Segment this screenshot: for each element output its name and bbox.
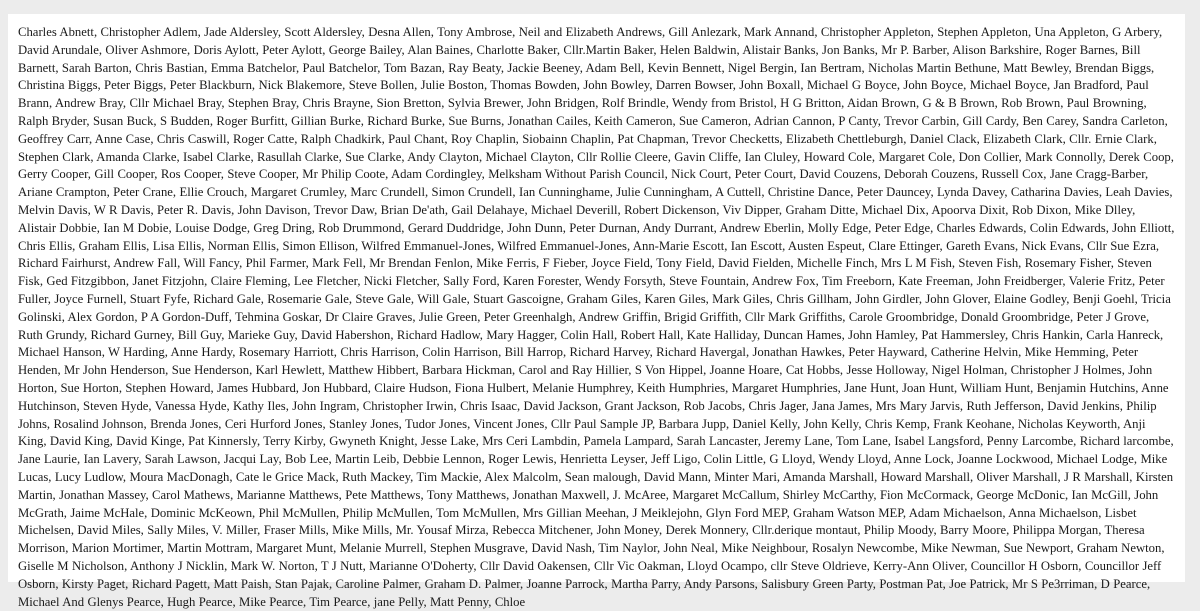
supporter-names-list: Charles Abnett, Christopher Adlem, Jade Aldersley, Scott Aldersley, Desna Allen, Tony Ambrose, Neil and Elizabeth Andrews, Gill Anlezark, Mark Annand, Christopher Appleton, Stephen Appleton, Una Appleton, G Arbery, David Arundale, Oliver Ashmore, Doris Aylott, Peter Aylott, George Bailey, Alan Baines, Charlotte Baker, Cllr.Martin Baker, Helen Baldwin, Alistair Banks, Jon Banks, Mr P. Barber, Alison Barkshire, Roger Barnes, Bill Barnett, Sarah Barton, Chris Bastian, Emma Batchelor, Paul Batchelor, Tom Bazan, Ray Beaty, Jackie Beeney, Adam Bell, Kevin Bennett, Nigel Bergin, Ian Bertram, Nicholas Martin Bethune, Matt Bewley, Brendan Biggs, Christina Biggs, Peter Biggs, Peter Blackburn, Nick Blakemore, Steve Bollen, Julie Boston, Thomas Bowden, John Bowley, Darren Bowser, John Boxall, Michael G Boyce, John Boyce, Michael Boyce, Jan Bradford, Paul Brann, Andrew Bray, Cllr Michael Bray, Stephen Bray, Chris Brayne, Sion Bretton, Sylvia Brewer, John Bridgen, Rolf Brindle, Wendy from Bristol, H G Britton, Aidan Brown, G & B Brown, Rob Brown, Paul Browning, Ralph Bryder, Susan Buck, S Budden, Roger Burfitt, Gillian Burke, Richard Burke, Sue Burns, Jonathan Cailes, Keith Cameron, Sue Cameron, Adrian Cannon, P Canty, Trevor Carbin, Gill Cardy, Ben Carey, Sandra Carleton, Geoffrey Carr, Anne Case, Chris Caswill, Roger Catte, Ralph Chadkirk, Paul Chant, Roy Chaplin, Siobainn Chaplin, Pat Chapman, Trevor Checketts, Elizabeth Chettleburgh, Daniel Clack, Elizabeth Clark, Cllr. Ernie Clark, Stephen Clark, Amanda Clarke, Isabel Clarke, Rasullah Clarke, Sue Clarke, Andy Clayton, Michael Clayton, Cllr Rollie Cleere, Gavin Cliffe, Ian Cluley, Howard Cole, Margaret Cole, Don Collier, Mark Connolly, Derek Coop, Gerry Cooper, Gill Cooper, Ros Cooper, Steve Cooper, Mr Philip Coote, Adam Cordingley, Melksham Without Parish Council, Nick Court, Peter Court, David Couzens, Deborah Couzens, Russell Cox, Jane Cragg-Barber, Ariane Crampton, Peter Crane, Ellie Crouch, Margaret Crumley, Marc Crundell, Simon Crundell, Ian Cunninghame, Julie Cunningham, A Cuttell, Christine Dance, Peter Dauncey, Lynda Davey, Catharina Davies, Leah Davies, Melvin Davis, W R Davis, Peter R. Davis, John Davison, Trevor Daw, Brian De'ath, Gail Delahaye, Michael Deverill, Robert Dickenson, Viv Dipper, Graham Ditte, Michael Dix, Apoorva Dixit, Rob Dixon, Mike Dlley, Alistair Dobbie, Ian M Dobie, Louise Dodge, Greg Dring, Rob Drummond, Gerard Duddridge, John Dunn, Peter Durnan, Andy Durrant, Andrew Eberlin, Molly Edge, Peter Edge, Charles Edwards, Colin Edwards, John Elliott, Chris Ellis, Graham Ellis, Lisa Ellis, Norman Ellis, Simon Ellison, Wilfred Emmanuel-Jones, Wilfred Emmanuel-Jones, Ann-Marie Escott, Ian Escott, Austen Espeut, Clare Ettinger, Gareth Evans, Nick Evans, Cllr Sue Ezra, Richard Fairhurst, Andrew Fall, Will Fancy, Phil Farmer, Mark Fell, Mr Brendan Fenlon, Mike Ferris, F Fieber, Joyce Field, Tony Field, David Fielden, Michelle Finch, Mrs L M Fish, Steven Fish, Rosemary Fisher, Steven Fisk, Ged Fitzgibbon, Janet Fitzjohn, Claire Fleming, Lee Fletcher, Nicki Fletcher, Sally Ford, Karen Forester, Wendy Forsyth, Steve Fountain, Andrew Fox, Tim Freeborn, Kate Freeman, John Freidberger, Valerie Fritz, Peter Fuller, Joyce Furnell, Stuart Fyfe, Richard Gale, Rosemarie Gale, Steve Gale, Will Gale, Stuart Gascoigne, Graham Giles, Karen Giles, Mark Giles, Chris Gillham, John Girdler, John Glover, Elaine Godley, Benji Goehl, Tricia Golinski, Alex Gordon, P A Gordon-Duff, Tehmina Goskar, Dr Claire Graves, Julie Green, Peter Greenhalgh, Andrew Griffin, Brigid Griffith, Cllr Mark Griffiths, Carole Groombridge, Donald Groombridge, Peter J Grove, Ruth Grundy, Richard Gurney, Bill Guy, Marieke Guy, David Habershon, Richard Hadlow, Mary Hagger, Colin Hall, Robert Hall, Kate Halliday, Duncan Hames, John Hamley, Pat Hammersley, Chris Hankin, Carla Hanreck, Michael Hanson, W Harding, Anne Hardy, Rosemary Harriott, Chris Harrison, Colin Harrison, Bill Harrop, Richard Harvey, Richard Havergal, Jonathan Hawkes, Peter Hayward, Catherine Helvin, Mike Hemming, Peter Henden, Mr John Henderson, Sue Henderson, Karl Hewlett, Matthew Hibbert, Barbara Hickman, Carol and Ray Hillier, S Von Hippel, Joanne Hoare, Cat Hobbs, Jesse Holloway, Nigel Holman, Christopher J Holmes, John Horton, Sue Horton, Stephen Howard, James Hubbard, Jon Hubbard, Claire Hudson, Fiona Hulbert, Melanie Humphrey, Keith Humphries, Margaret Humphries, Jane Hunt, Joan Hunt, William Hunt, Benjamin Hutchins, Anne Hutchinson, Steven Hyde, Vanessa Hyde, Kathy Iles, John Ingram, Christopher Irwin, Chris Isaac, David Jackson, Grant Jackson, Rob Jacobs, Chris Jager, Jana James, Mrs Mary Jarvis, Ruth Jefferson, David Jenkins, Philip Johns, Rosalind Johnson, Brenda Jones, Ceri Hurford Jones, Stanley Jones, Tudor Jones, Vincent Jones, Cllr Paul Sample JP, Barbara Jupp, Daniel Kelly, John Kelly, Chris Kemp, Frank Keohane, Nicholas Keyworth, Anji King, David King, David Kinge, Pat Kinnersly, Terry Kirby, Gwyneth Knight, Jesse Lake, Mrs Ceri Lambdin, Pamela Lampard, Sarah Lancaster, Jeremy Lane, Tom Lane, Isabel Langsford, Penny Larcombe, Richard larcombe, Jane Laurie, Ian Lavery, Sarah Lawson, Jacqui Lay, Bob Lee, Martin Leib, Debbie Lennon, Roger Lewis, Henrietta Leyser, Jeff Ligo, Colin Little, G Lloyd, Wendy Lloyd, Anne Lock, Joanne Lockwood, Michael Lodge, Mike Lucas, Lucy Ludlow, Moura MacDonagh, Cate le Grice Mack, Ruth Mackey, Tim Mackie, Alex Malcolm, Sean malough, David Mann, Minter Mari, Amanda Marshall, Howard Marshall, Oliver Marshall, J R Marshall, Kirsten Martin, Jonathan Massey, Carol Mathews, Marianne Matthews, Pete Matthews, Tony Matthews, Jonathan Maxwell, J. McAree, Margaret McCallum, Shirley McCarthy, Fion McCormack, George McDonic, Ian McGill, John McGrath, Jaime McHale, Dominic McKeown, Phil McMullen, Philip McMullen, Tom McMullen, Mrs Gillian Meehan, J Meiklejohn, Glyn Ford MEP, Graham Watson MEP, Adam Michaelson, Anna Michaelson, Lisbet Michelsen, David Miles, Sally Miles, V. Miller, Fraser Mills, Mike Mills, Mr. Yousaf Mirza, Rebecca Mitchener, John Money, Derek Monnery, Cllr.derique montaut, Philip Moody, Barry Moore, Philippa Morgan, Theresa Morrison, Marion Mortimer, Martin Mottram, Margaret Munt, Melanie Murrell, Stephen Musgrave, David Nash, Tim Naylor, John Neal, Mike Neighbour, Rosalyn Newcombe, Mike Newman, Sue Newport, Graham Newton, Giselle M Nicholson, Anthony J Nicklin, Mark W. Norton, T J Nutt, Marianne O'Doherty, Cllr David Oakensen, Cllr Vic Oakman, Lloyd Ocampo, cllr Steve Oldrieve, Kerry-Ann Oliver, Councillor H Osborn, Councillor Jeff Osborn, Kirsty Paget, Richard Pagett, Matt Paish, Stan Pajak, Caroline Palmer, Graham D. Palmer, Joanne Parrock, Martha Parry, Andy Parsons, Salisbury Green Party, Postman Pat, Joe Patrick, Mr S Pe3rriman, D Pearce, Michael And Glenys Pearce, Hugh Pearce, Mike Pearce, Tim Pearce, jane Pelly, Matt Penny, Chloe [18,25,1175,609]
content-panel [8,14,1185,609]
